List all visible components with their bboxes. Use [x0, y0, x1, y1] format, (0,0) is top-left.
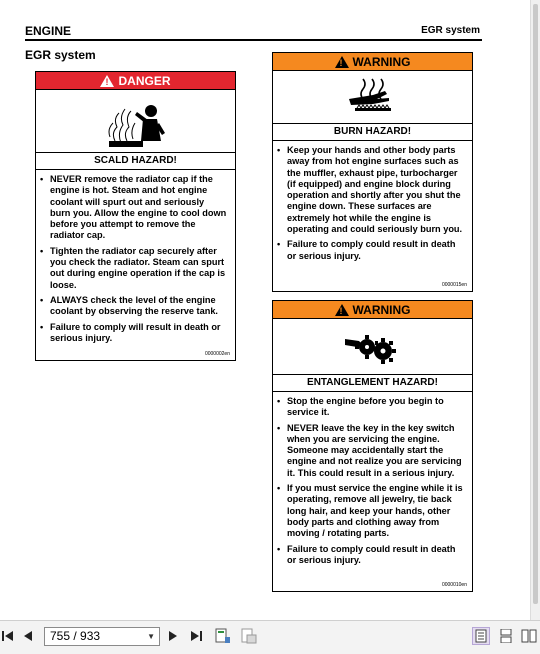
warning-bar	[273, 53, 472, 71]
scroll-thumb[interactable]	[533, 4, 538, 604]
danger-list	[36, 170, 235, 344]
chevron-down-icon: ▼	[147, 632, 155, 641]
fit-width-icon[interactable]	[240, 628, 258, 644]
list-item: • Failure to comply will result in death or serious injury.	[48, 322, 227, 345]
list-item: • If you must service the engine while it is operating, remove all jewelry, tie back long hair, and keep your hands, other body parts and clothing away from moving / rotating parts.	[285, 483, 464, 539]
gear-hand-icon	[343, 325, 403, 369]
alert-triangle-icon: !	[100, 75, 114, 87]
burn-hazard-title: BURN HAZARD!	[273, 123, 472, 141]
alert-triangle-icon: !	[335, 304, 349, 316]
danger-label-box	[35, 71, 236, 361]
list-item: • Keep your hands and other body parts away from hot engine surfaces such as the muffler, exhaust pipe, turbocharger (if equipped) and engine block during operation and shortly after you shut the engine down. These surfaces are extremely hot while the engine is operating and could seriously burn you.	[285, 145, 464, 235]
label-code: 0000002en	[204, 351, 230, 357]
list-item: • NEVER leave the key in the key switch when you are servicing the engine. Someone may accidentally start the engine and not realize you are servicing it. This could result in a serious injury.	[285, 423, 464, 479]
burn-warning-box	[272, 52, 473, 292]
viewer-toolbar	[0, 620, 540, 654]
label-code: 0000015en	[441, 282, 467, 288]
chapter-title: ENGINE	[25, 24, 72, 38]
burn-pictogram	[273, 71, 472, 123]
warning-label: WARNING	[352, 54, 411, 69]
single-page-icon[interactable]	[472, 627, 490, 645]
scald-person-icon	[101, 93, 171, 149]
burn-list	[273, 141, 472, 262]
page-number-select[interactable]	[44, 627, 160, 646]
list-item: • ALWAYS check the level of the engine coolant by observing the reserve tank.	[48, 295, 227, 318]
vertical-scrollbar[interactable]	[530, 0, 540, 620]
label-code: 0000010en	[441, 582, 467, 588]
danger-hazard-title: SCALD HAZARD!	[36, 152, 235, 170]
list-item: • Tighten the radiator cap securely after you check the radiator. Steam can spurt out during engine operation if the cap is loose.	[48, 246, 227, 291]
prev-page-icon[interactable]	[20, 628, 36, 644]
list-item: • Failure to comply could result in death or serious injury.	[285, 544, 464, 567]
running-header: EGR system	[421, 25, 480, 36]
section-title: EGR system	[25, 48, 96, 62]
list-item: • NEVER remove the radiator cap if the engine is hot. Steam and hot engine coolant will spurt out and seriously burn you. Allow the engine to cool down before you attempt to remove the radiator cap.	[48, 174, 227, 242]
two-page-icon[interactable]	[520, 628, 538, 644]
entanglement-hazard-title: ENTANGLEMENT HAZARD!	[273, 374, 472, 392]
next-page-icon[interactable]	[166, 628, 180, 644]
page-number-value: 755 / 933	[50, 629, 101, 643]
hot-surface-icon	[343, 75, 403, 119]
entanglement-list	[273, 392, 472, 566]
list-item: • Failure to comply could result in death or serious injury.	[285, 239, 464, 262]
last-page-icon[interactable]	[188, 628, 204, 644]
danger-label: DANGER	[118, 73, 171, 88]
entanglement-warning-box	[272, 300, 473, 592]
fit-page-icon[interactable]	[214, 628, 232, 644]
alert-triangle-icon: !	[335, 56, 349, 68]
first-page-icon[interactable]	[0, 628, 16, 644]
warning-bar	[273, 301, 472, 319]
header-rule	[25, 39, 482, 41]
continuous-icon[interactable]	[498, 628, 514, 644]
warning-label: WARNING	[352, 302, 411, 317]
danger-bar	[36, 72, 235, 90]
scald-pictogram	[36, 90, 235, 152]
list-item: • Stop the engine before you begin to service it.	[285, 396, 464, 419]
entanglement-pictogram	[273, 319, 472, 374]
